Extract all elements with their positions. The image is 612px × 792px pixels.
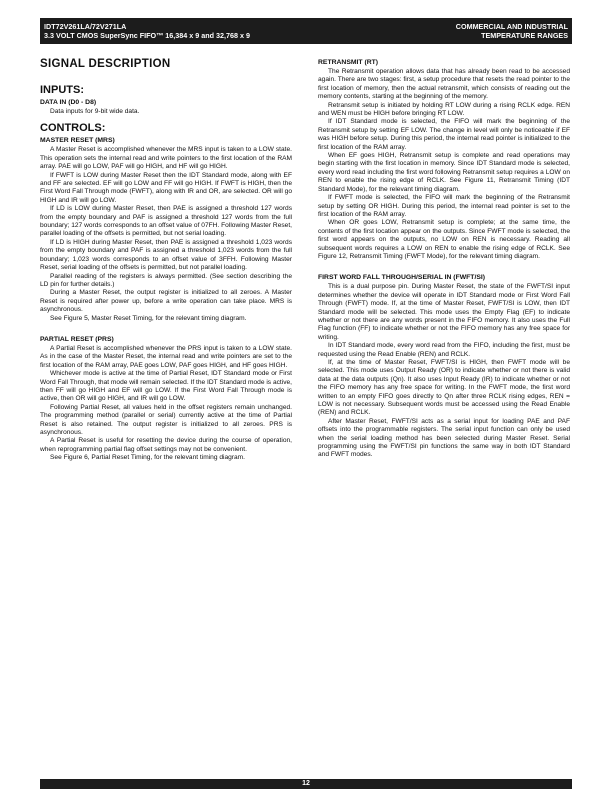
partial-reset-paragraph: A Partial Reset is accomplished whenever the PRS input is taken to a LOW state. As in the case of the Master Reset, the internal read and write pointers are set to the first location of the RAM array, PAE goes LOW, PAF goes HIGH, and HF goes HIGH. bbox=[40, 344, 292, 369]
master-reset-paragraph: If FWFT is LOW during Master Reset then the IDT Standard mode, along with EF and FF are selected. EF will go LOW and FF will go HIGH. If FWFT is HIGH, then the First Word Fall Through mode (FWFT), along with IR and OR, are selected. OR will go HIGH and IR will go LOW. bbox=[40, 171, 292, 204]
header-right bbox=[456, 22, 568, 40]
header-part-number: IDT72V261LA/72V271LA bbox=[44, 22, 127, 31]
controls-heading: CONTROLS: bbox=[40, 122, 106, 135]
inputs-heading: INPUTS: bbox=[40, 84, 84, 96]
fwft-heading: FIRST WORD FALL THROUGH/SERIAL IN (FWFT/SI) bbox=[318, 274, 486, 282]
spacer bbox=[40, 323, 292, 330]
retransmit-paragraph: The Retransmit operation allows data that has already been read to be accessed again. There are two stages: first, a setup procedure that resets the read pointer to the first location of memory, then the actual retransmit, which consists of reading out the memory contents, starting at the beginning of the memory. bbox=[318, 68, 570, 101]
partial-reset-paragraph: Whichever mode is active at the time of Partial Reset, IDT Standard mode or First Word Fall Through, that mode will remain selected. If the IDT Standard mode is active, then FF will go HIGH and EF will go LOW. If the First Word Fall Through mode is active, then OR will go HIGH, and IR will go LOW. bbox=[40, 370, 292, 403]
header-product-line: 3.3 VOLT CMOS SuperSync FIFO™ 16,384 x 9 and 32,768 x 9 bbox=[44, 31, 250, 40]
partial-reset-heading: PARTIAL RESET (PRS) bbox=[40, 335, 114, 343]
page-footer bbox=[40, 779, 572, 789]
fwft-paragraph: This is a dual purpose pin. During Master Reset, the state of the FWFT/SI input determines whether the device will operate in IDT Standard mode or First Word Fall Through (FWFT) mode. If, at the time of Master Reset, FWFT/SI is LOW, then IDT Standard mode will be selected. This mode uses the Empty Flag (EF) to indicate whether or not there are any words present in the FIFO memory. It also uses the Full Flag function (FF) to indicate whether or not the FIFO memory has any free space for writing. bbox=[318, 283, 570, 341]
partial-reset-paragraph: Following Partial Reset, all values held in the offset registers remain unchanged. The programming method (parallel or serial) currently active at the time of Partial Reset is also retained. The output register is initialized to all zeroes. PRS is asynchronous. bbox=[40, 403, 292, 436]
retransmit-paragraph: When OR goes LOW, Retransmit setup is complete; at the same time, the contents of the first location appear on the outputs. Since FWFT mode is selected, the first word appears on the outputs, no LOW on REN is necessary. Reading all subsequent words requires a LOW on REN to enable the rising edge of RCLK. See Figure 12, Retransmit Timing (FWFT Mode), for the relevant timing diagram. bbox=[318, 219, 570, 260]
partial-reset-paragraph: A Partial Reset is useful for resetting the device during the course of operation, when reprogramming partial flag offset settings may not be convenient. bbox=[40, 437, 292, 453]
fwft-paragraph: If, at the time of Master Reset, FWFT/SI is HIGH, then FWFT mode will be selected. This mode uses Output Ready (OR) to indicate whether or not there is valid data at the data outputs (Qn). It also uses Input Ready (IR) to indicate whether or not the FIFO memory has any free space for writing. In the FWFT mode, the first word written to an empty FIFO goes directly to Qn after three RCLK rising edges, REN = LOW is not necessary. Subsequent words must be accessed using the Read Enable (REN) and RCLK. bbox=[318, 359, 570, 417]
retransmit-paragraph: Retransmit setup is initiated by holding RT LOW during a rising RCLK edge. REN and WEN must be HIGH before bringing RT LOW. bbox=[318, 101, 570, 118]
header-left bbox=[44, 22, 250, 40]
master-reset-paragraph: See Figure 5, Master Reset Timing, for the relevant timing diagram. bbox=[50, 314, 247, 322]
page-header bbox=[40, 18, 572, 44]
master-reset-paragraph: Parallel reading of the registers is always permitted. (See section describing the LD pin for further details.) bbox=[40, 272, 292, 288]
master-reset-paragraph: During a Master Reset, the output register is initialized to all zeroes. A Master Reset is required after power up, before a write operation can take place. MRS is asynchronous. bbox=[40, 289, 292, 314]
retransmit-paragraph: When EF goes HIGH, Retransmit setup is complete and read operations may begin starting with the first location in memory. Since IDT Standard mode is selected, every word read including the first word following Retransmit setup requires a LOW on REN to enable the rising edge of RCLK. See Figure 11, Retransmit Timing (IDT Standard Mode), for the relevant timing diagram. bbox=[318, 152, 570, 193]
header-range-line2: TEMPERATURE RANGES bbox=[481, 31, 568, 40]
fwft-paragraph: After Master Reset, FWFT/SI acts as a serial input for loading PAE and PAF offsets into the programmable registers. The serial input function can only be used when the serial loading method has been selected during Master Reset. Serial programming using the FWFT/SI pin functions the same way in both IDT Standard and FWFT modes. bbox=[318, 417, 570, 459]
fwft-paragraph: In IDT Standard mode, every word read from the FIFO, including the first, must be requested using the Read Enable (REN) and RCLK. bbox=[318, 342, 570, 358]
partial-reset-paragraph: See Figure 6, Partial Reset Timing, for the relevant timing diagram. bbox=[50, 454, 245, 462]
spacer bbox=[318, 261, 570, 268]
left-column bbox=[40, 58, 292, 463]
master-reset-heading: MASTER RESET (MRS) bbox=[40, 137, 115, 145]
master-reset-paragraph: A Master Reset is accomplished whenever the MRS input is taken to a LOW state. This operation sets the internal read and write pointers to the first location of the RAM array. PAE will go LOW, PAF will go HIGH, and HF will go HIGH. bbox=[40, 146, 292, 171]
retransmit-paragraph: If IDT Standard mode is selected, the FIFO will mark the beginning of the Retransmit setup by setting EF LOW. The change in level will only be noticeable if EF was HIGH before setup. During this period, the internal read pointer is initialized to the first location of the RAM array. bbox=[318, 118, 570, 151]
master-reset-paragraph: If LD is HIGH during Master Reset, then PAE is assigned a threshold 1,023 words from the empty boundary and PAF is assigned a threshold 1,023 words from the full boundary; 1,023 words corresponds to an offset value of 3FFH. Following Master Reset, serial loading of the offsets is permitted, but not parallel loading. bbox=[40, 238, 292, 272]
retransmit-heading: RETRANSMIT (RT) bbox=[318, 59, 379, 66]
page-number: 12 bbox=[302, 780, 310, 787]
retransmit-paragraph: If FWFT mode is selected, the FIFO will mark the beginning of the Retransmit setup by setting OR HIGH. During this period, the internal read pointer is set to the first location of the RAM array. bbox=[318, 194, 570, 218]
header-range-line1: COMMERCIAL AND INDUSTRIAL bbox=[455, 22, 568, 31]
master-reset-paragraph: If LD is LOW during Master Reset, then PAE is assigned a threshold 127 words from the empty boundary and PAF is assigned a threshold 127 words from the full boundary; 127 words corresponds to an offset value of 07FH. Following Master Reset, parallel loading of the offsets is permitted, but not serial loading. bbox=[40, 205, 292, 238]
data-in-heading: DATA IN (D0 - D8) bbox=[40, 99, 97, 106]
right-column bbox=[318, 58, 570, 460]
section-title: SIGNAL DESCRIPTION bbox=[40, 58, 171, 70]
data-in-text: Data inputs for 9-bit wide data. bbox=[50, 108, 140, 115]
